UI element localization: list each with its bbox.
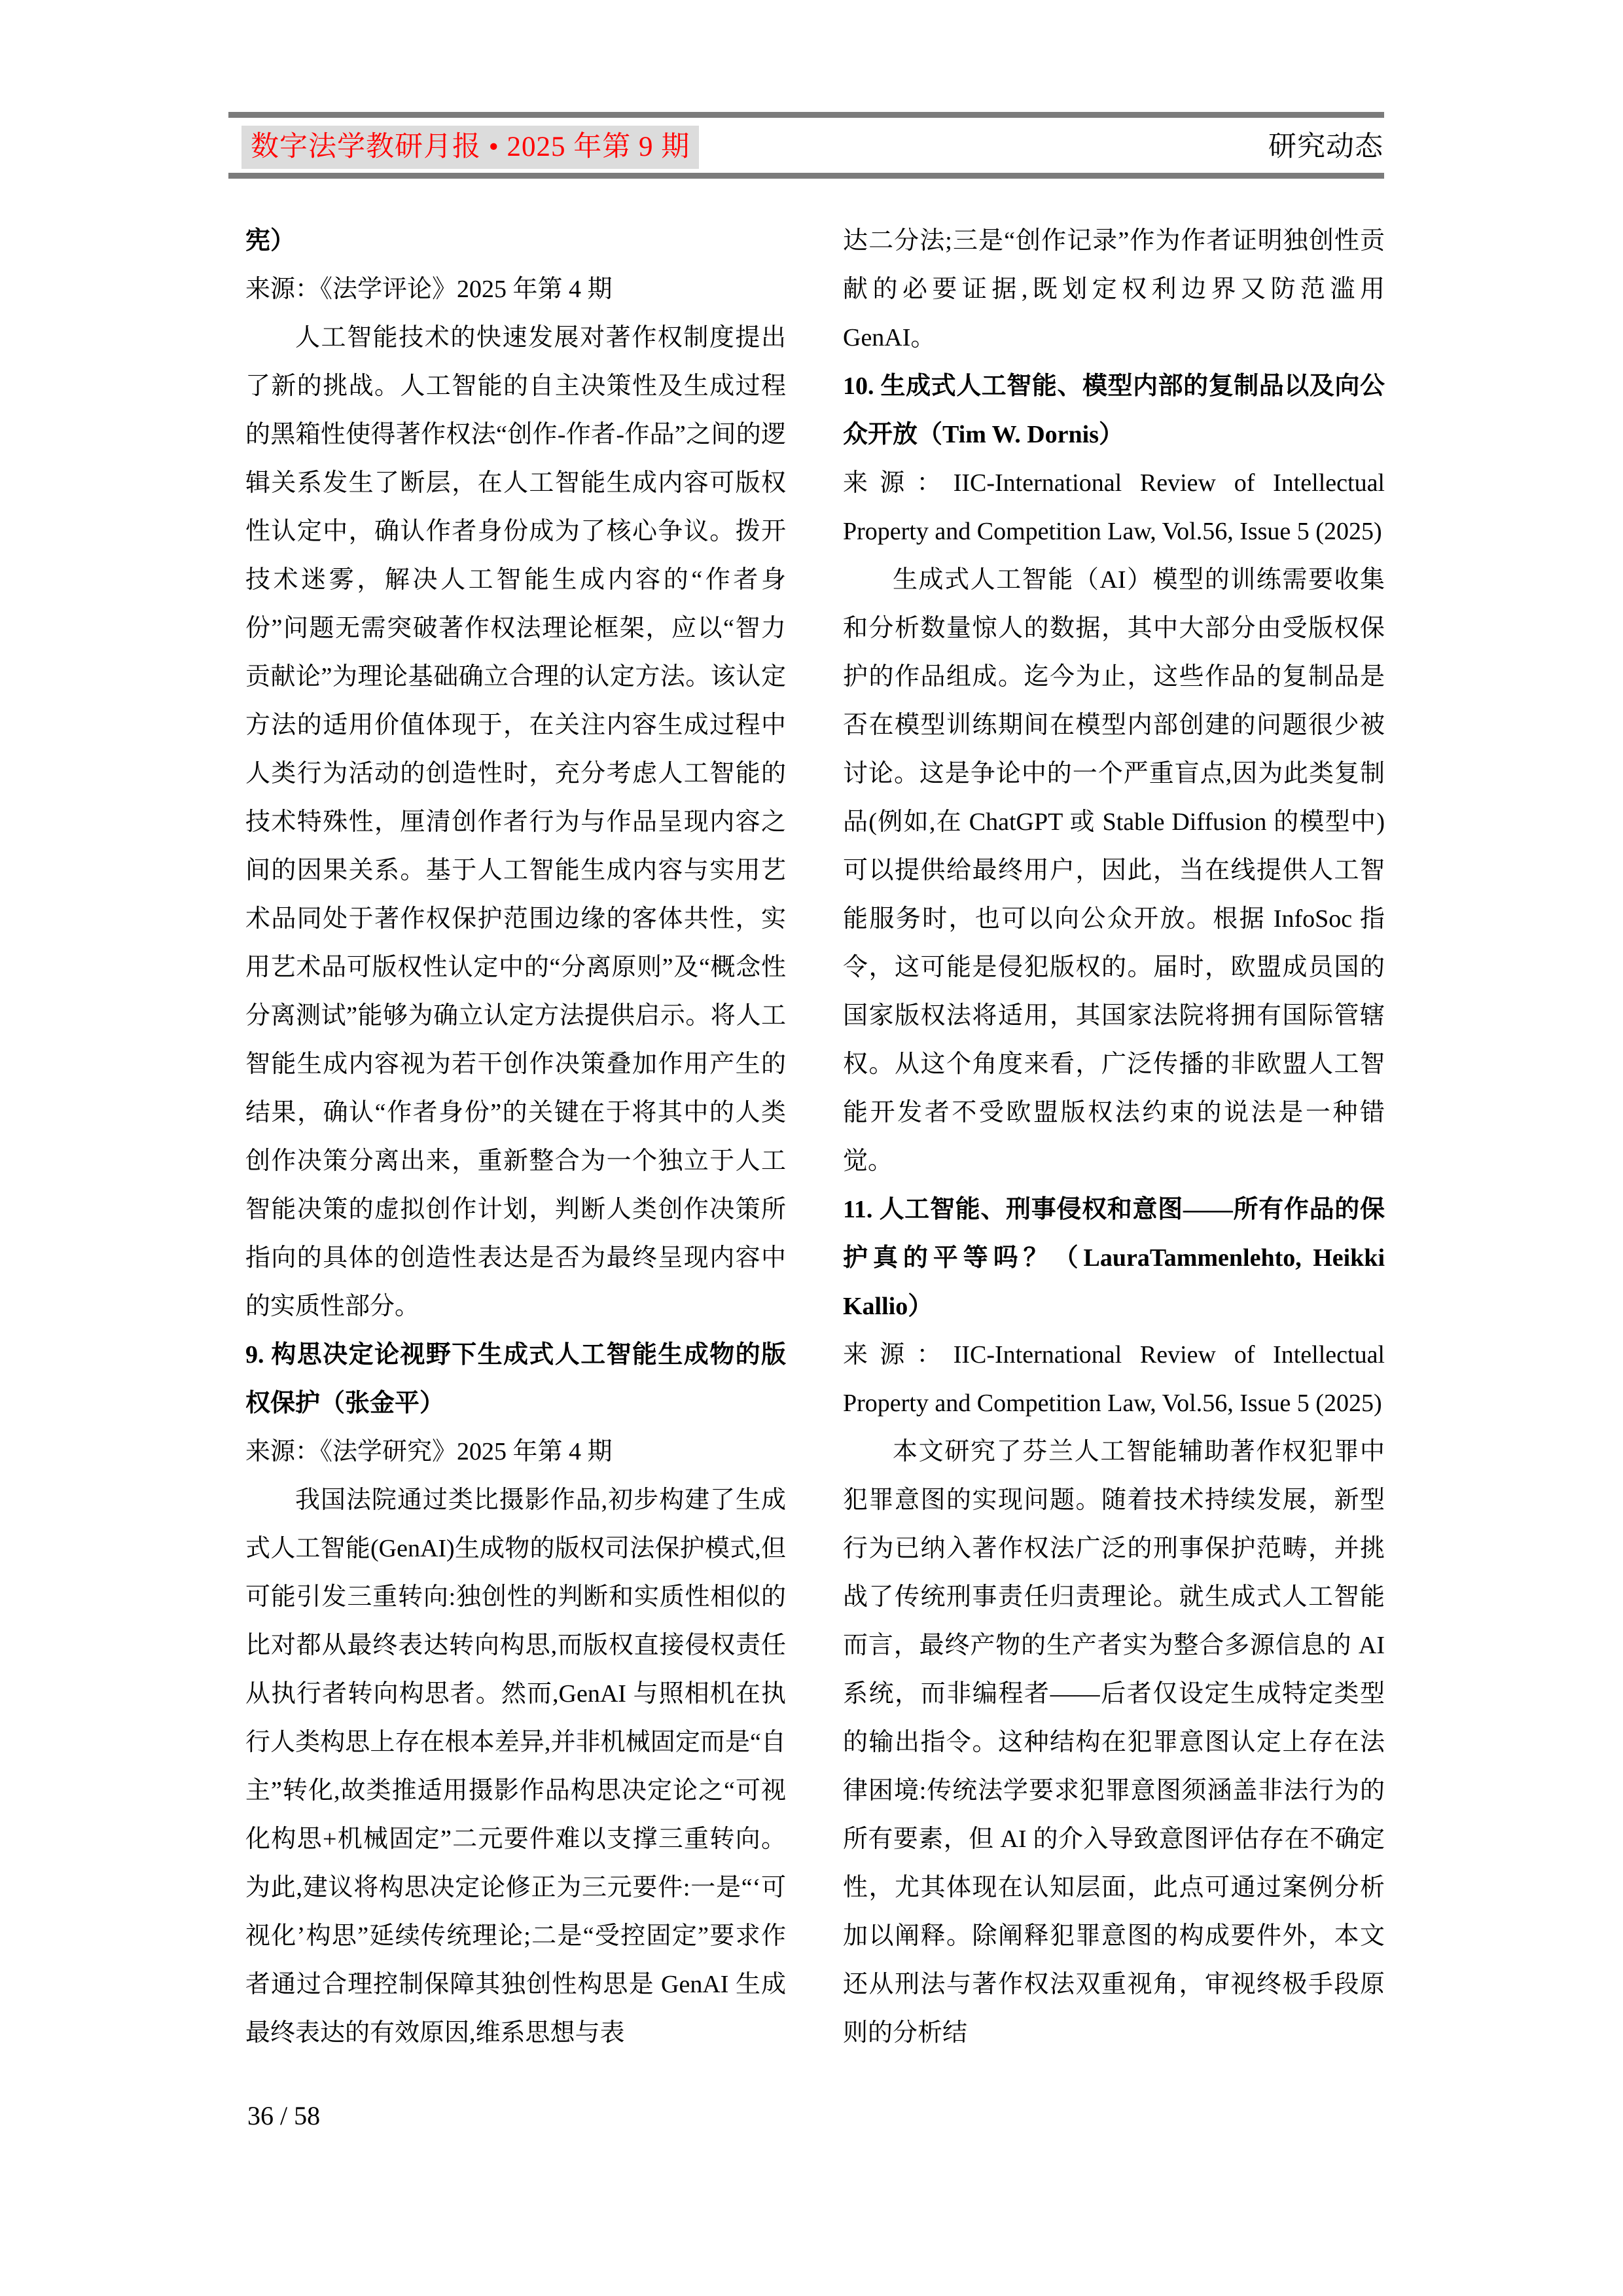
article-10-abstract: 生成式人工智能（AI）模型的训练需要收集和分析数量惊人的数据，其中大部分由受版权保护的作品组成。迄今为止，这些作品的复制品是否在模型训练期间在模型内部创建的问题很少被讨论。这是争论中的一个严重盲点,因为此类复制品(例如,在 ChatGPT 或 Stable Diffusion 的模型中)可以提供给最终用户，因此，当在线提供人工智能服务时，也可以向公众开放。根据 InfoSoc 指令，这可能是侵犯版权的。届时，欧盟成员国的国家版权法将适用，其国家法院将拥有国际管辖权。从这个角度来看，广泛传播的非欧盟人工智能开发者不受欧盟版权法约束的说法是一种错觉。 bbox=[843, 566, 1385, 1175]
article-10-source: 来源：IIC-International Review of Intellectual Property and Competition Law, Vol.56, Issue 5 (2025) bbox=[843, 469, 1385, 545]
prev-article-source: 来源：《法学评论》2025 年第 4 期 bbox=[245, 276, 613, 303]
article-9-abstract-part1: 我国法院通过类比摄影作品,初步构建了生成式人工智能(GenAI)生成物的版权司法保护模式,但可能引发三重转向:独创性的判断和实质性相似的比对都从最终表达转向构思,而版权直接侵权责任从执行者转向构思者。然而,GenAI 与照相机在执行人类构思上存在根本差异,并非机械固定而是“自主”转化,故类推适用摄影作品构思决定论之“可视化构思+机械固定”二元要件难以支撑三重转向。为此,建议将构思决定论修正为三元要件:一是“‘可视化’构思”延续传统理论;二是“受控固定”要求作者通过合理控制保障其独创性构思是 GenAI 生成最终表达的有效原因,维系思想与表 bbox=[245, 1486, 786, 2047]
left-column bbox=[245, 217, 786, 2057]
header-rule-top bbox=[228, 112, 1384, 118]
prev-article-title-tail: 宪） bbox=[245, 227, 296, 255]
prev-article-abstract: 人工智能技术的快速发展对著作权制度提出了新的挑战。人工智能的自主决策性及生成过程的黑箱性使得著作权法“创作-作者-作品”之间的逻辑关系发生了断层，在人工智能生成内容可版权性认定中，确认作者身份成为了核心争议。拨开技术迷雾，解决人工智能生成内容的“作者身份”问题无需突破著作权法理论框架，应以“智力贡献论”为理论基础确立合理的认定方法。该认定方法的适用价值体现于，在关注内容生成过程中人类行为活动的创造性时，充分考虑人工智能的技术特殊性，厘清创作者行为与作品呈现内容之间的因果关系。基于人工智能生成内容与实用艺术品同处于著作权保护范围边缘的客体共性，实用艺术品可版权性认定中的“分离原则”及“概念性分离测试”能够为确立认定方法提供启示。将人工智能生成内容视为若干创作决策叠加作用产生的结果，确认“作者身份”的关键在于将其中的人类创作决策分离出来，重新整合为一个独立于人工智能决策的虚拟创作计划，判断人类创作决策所指向的具体的创造性表达是否为最终呈现内容中的实质性部分。 bbox=[245, 324, 786, 1320]
header-section-label: 研究动态 bbox=[1268, 132, 1383, 162]
article-9-source: 来源：《法学研究》2025 年第 4 期 bbox=[245, 1438, 613, 1465]
article-9-abstract-continuation: 达二分法;三是“创作记录”作为作者证明独创性贡献的必要证据,既划定权利边界又防范滥用GenAI。 bbox=[843, 227, 1385, 351]
page-number: 36 / 58 bbox=[247, 2101, 321, 2130]
header-rule-bottom bbox=[228, 173, 1384, 179]
journal-masthead: 数字法学教研月报 • 2025 年第 9 期 bbox=[241, 126, 699, 169]
article-11-source: 来源：IIC-International Review of Intellectual Property and Competition Law, Vol.56, Issue 5 (2025) bbox=[843, 1341, 1385, 1417]
article-11-abstract: 本文研究了芬兰人工智能辅助著作权犯罪中犯罪意图的实现问题。随着技术持续发展，新型行为已纳入著作权法广泛的刑事保护范畴，并挑战了传统刑事责任归责理论。就生成式人工智能而言，最终产物的生产者实为整合多源信息的 AI 系统，而非编程者——后者仅设定生成特定类型的输出指令。这种结构在犯罪意图认定上存在法律困境:传统法学要求犯罪意图须涵盖非法行为的所有要素，但 AI 的介入导致意图评估存在不确定性，尤其体现在认知层面，此点可通过案例分析加以阐释。除阐释犯罪意图的构成要件外，本文还从刑法与著作权法双重视角，审视终极手段原则的分析结 bbox=[843, 1438, 1385, 2047]
article-10-heading: 10. 生成式人工智能、模型内部的复制品以及向公众开放（Tim W. Dornis） bbox=[843, 372, 1385, 448]
right-column bbox=[843, 217, 1385, 2057]
article-11-heading: 11. 人工智能、刑事侵权和意图——所有作品的保护真的平等吗？（LauraTammenlehto, Heikki Kallio） bbox=[843, 1196, 1385, 1320]
article-9-heading: 9. 构思决定论视野下生成式人工智能生成物的版权保护（张金平） bbox=[245, 1341, 786, 1417]
